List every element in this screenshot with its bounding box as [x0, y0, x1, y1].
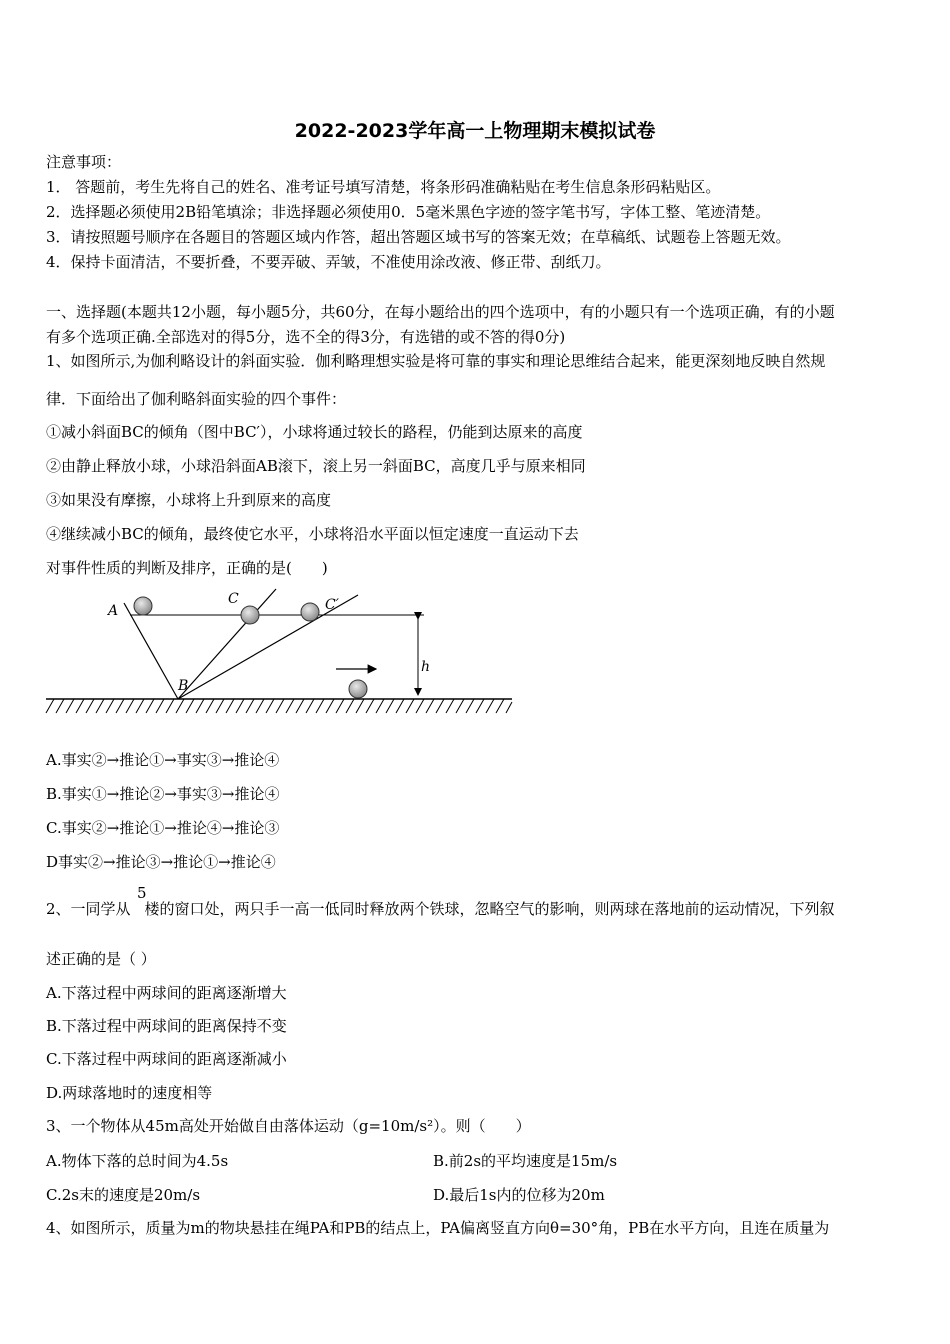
notice-heading: 注意事项：: [46, 153, 122, 171]
q2-stem-start: 2、一同学从: [46, 900, 131, 918]
notice-item-3: 3．请按照题号顺序在各题目的答题区域内作答，超出答题区域书写的答案无效；在草稿纸、试题卷上答题无效。: [46, 228, 791, 246]
q2-option-c: C.下落过程中两球间的距离逐渐减小: [46, 1050, 287, 1068]
notice-item-2: 2．选择题必须使用2B铅笔填涂；非选择题必须使用0．5毫米黑色字迹的签字笔书写，字体工整、笔迹清楚。: [46, 203, 771, 221]
q1-event-3: ③如果没有摩擦，小球将上升到原来的高度: [46, 491, 332, 509]
notice-item-4: 4．保持卡面清洁，不要折叠，不要弄破、弄皱，不准使用涂改液、修正带、刮纸刀。: [46, 253, 611, 271]
notice-item-1: 1． 答题前，考生先将自己的姓名、准考证号填写清楚，将条形码准确粘贴在考生信息条形码粘贴区。: [46, 178, 721, 196]
ball-ground: [349, 680, 367, 698]
q2-stem-line2: 述正确的是（ ）: [46, 950, 156, 968]
page-title: 2022-2023学年高一上物理期末模拟试卷: [294, 120, 656, 142]
q1-option-d: D事实②→推论③→推论①→推论④: [46, 853, 276, 871]
section-heading-line1: 一、选择题(本题共12小题，每小题5分，共60分，在每小题给出的四个选项中，有的小题只有一个选项正确，有的小题: [46, 303, 835, 321]
q1-event-2: ②由静止释放小球，小球沿斜面AB滚下，滚上另一斜面BC，高度几乎与原来相同: [46, 457, 586, 475]
q2-option-a: A.下落过程中两球间的距离逐渐增大: [46, 984, 287, 1002]
label-a: A: [108, 603, 119, 619]
q2-stem-end: 楼的窗口处，两只手一高一低同时释放两个铁球，忽略空气的影响，则两球在落地前的运动情况，下列叙: [144, 900, 835, 918]
q3-option-a: A.物体下落的总时间为4.5s: [46, 1152, 229, 1170]
q1-event-4: ④继续减小BC的倾角，最终使它水平，小球将沿水平面以恒定速度一直运动下去: [46, 525, 579, 543]
q3-option-d: D.最后1s内的位移为20m: [433, 1186, 605, 1204]
q1-option-c: C.事实②→推论①→推论④→推论③: [46, 819, 280, 837]
galileo-incline-figure: [40, 585, 520, 720]
label-b: B: [178, 678, 189, 694]
q3-stem: 3、一个物体从45m高处开始做自由落体运动（g=10m/s²）。则（ ）: [46, 1117, 531, 1135]
q2-option-b: B.下落过程中两球间的距离保持不变: [46, 1017, 287, 1035]
q2-stem-line1: [46, 899, 835, 919]
q1-option-b: B.事实①→推论②→事实③→推论④: [46, 785, 280, 803]
q3-option-b: B.前2s的平均速度是15m/s: [433, 1152, 618, 1170]
q1-option-a: A.事实②→推论①→事实③→推论④: [46, 751, 280, 769]
ground-hatching: [46, 699, 512, 713]
incline-ab: [124, 603, 178, 699]
label-h: h: [421, 659, 431, 675]
ball-a: [134, 597, 152, 615]
label-c: C: [228, 591, 239, 607]
q3-option-c: C.2s末的速度是20m/s: [46, 1186, 201, 1204]
q2-floor-number: 5: [137, 884, 147, 902]
q1-ask: 对事件性质的判断及排序，正确的是( ): [46, 559, 328, 577]
q2-option-d: D.两球落地时的速度相等: [46, 1084, 213, 1102]
q1-stem-line2: 律．下面给出了伽利略斜面实验的四个事件：: [46, 390, 347, 408]
ball-c: [241, 606, 259, 624]
label-c-prime: C′: [325, 597, 339, 613]
incline-bc: [178, 589, 276, 699]
q1-stem-line1: 1、如图所示,为伽利略设计的斜面实验．伽利略理想实验是将可靠的事实和理论思维结合起来，能更深刻地反映自然规: [46, 352, 826, 370]
q4-stem: 4、如图所示，质量为m的物块悬挂在绳PA和PB的结点上，PA偏离竖直方向θ=30°角，PB在水平方向，且连在质量为: [46, 1219, 830, 1237]
ball-c-prime: [301, 603, 319, 621]
q1-event-1: ①减小斜面BC的倾角（图中BC′），小球将通过较长的路程，仍能到达原来的高度: [46, 423, 583, 441]
section-heading-line2: 有多个选项正确.全部选对的得5分，选不全的得3分，有选错的或不答的得0分): [46, 328, 566, 346]
